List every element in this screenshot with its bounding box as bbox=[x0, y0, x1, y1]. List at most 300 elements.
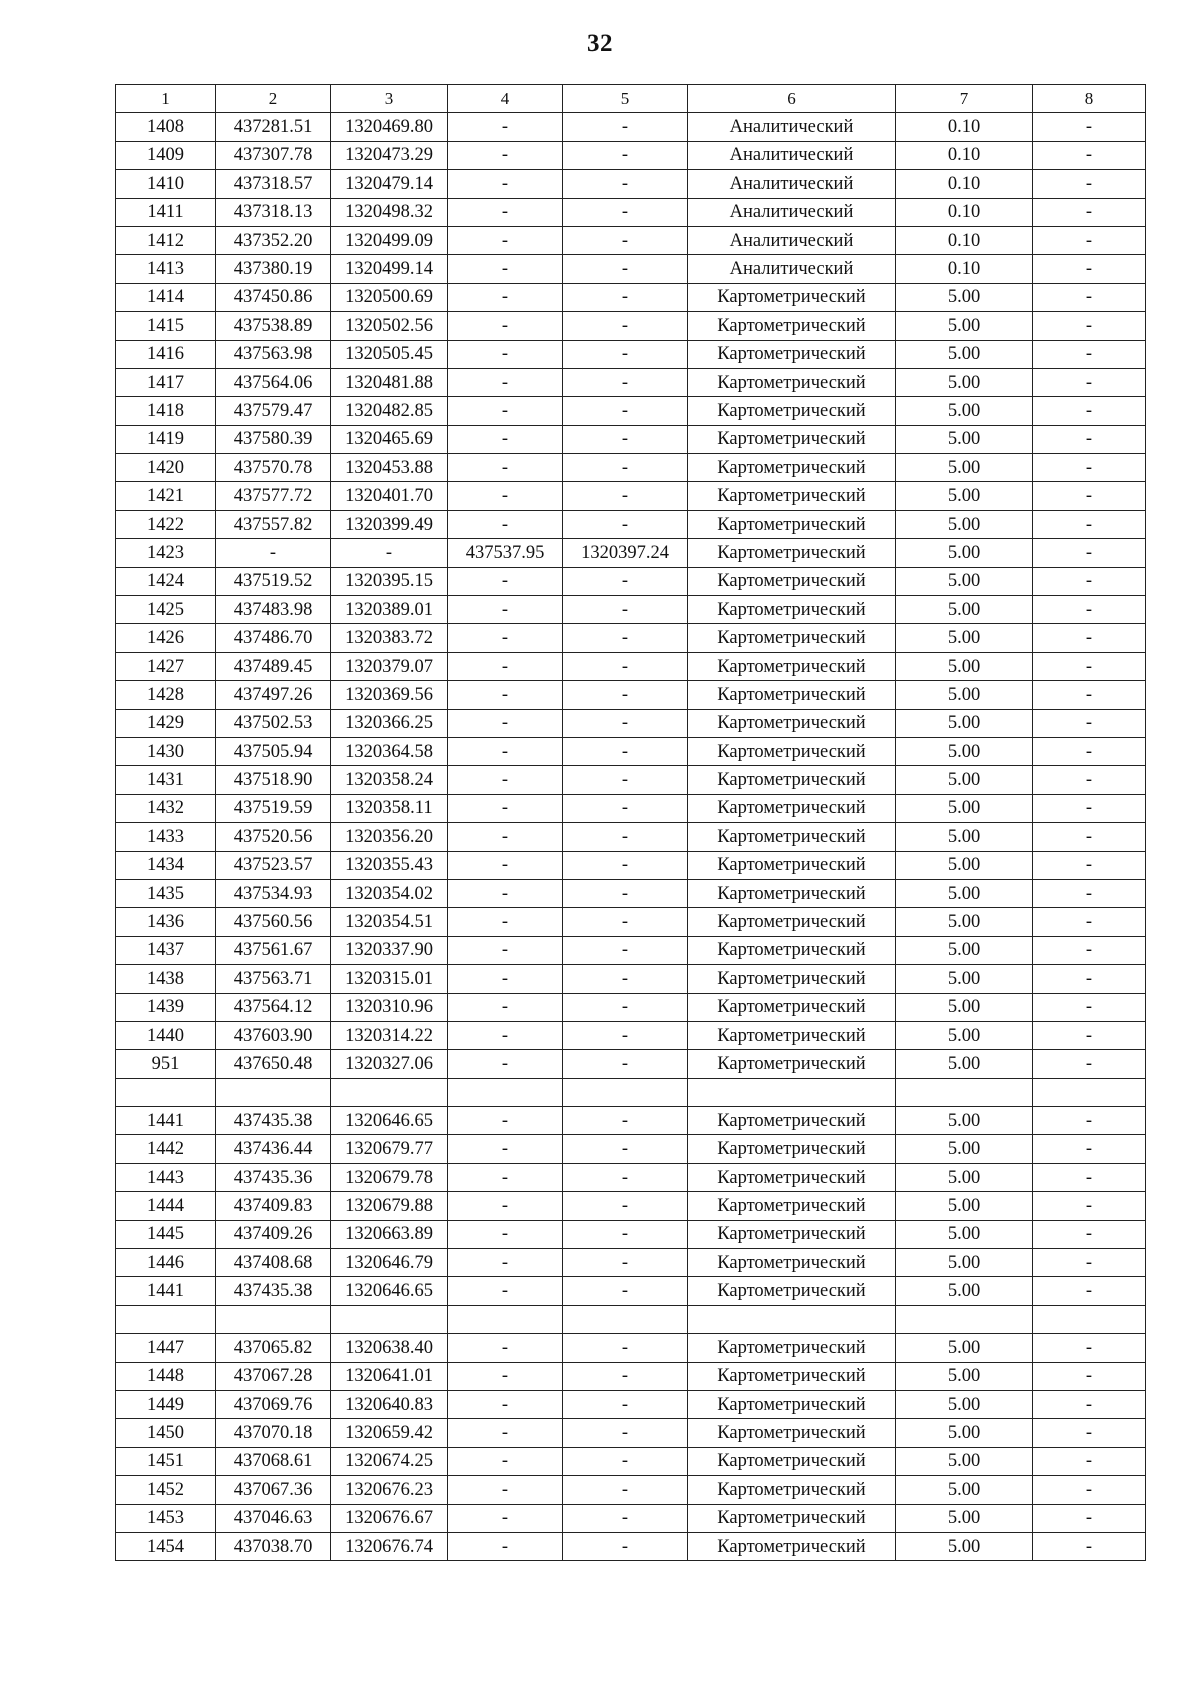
new-y-cell: - bbox=[563, 1163, 688, 1191]
y-coordinate-cell: 1320498.32 bbox=[331, 198, 448, 226]
method-cell: Картометрический bbox=[688, 1390, 896, 1418]
x-coordinate-cell: 437435.38 bbox=[216, 1107, 331, 1135]
x-coordinate-cell: 437560.56 bbox=[216, 908, 331, 936]
description-cell: - bbox=[1033, 1163, 1146, 1191]
accuracy-cell: 5.00 bbox=[896, 766, 1033, 794]
x-coordinate-cell: 437538.89 bbox=[216, 312, 331, 340]
accuracy-cell: 5.00 bbox=[896, 1419, 1033, 1447]
method-cell: Картометрический bbox=[688, 794, 896, 822]
accuracy-cell: 5.00 bbox=[896, 823, 1033, 851]
accuracy-cell: 5.00 bbox=[896, 794, 1033, 822]
table-separator-row bbox=[116, 1305, 1146, 1333]
new-x-cell: - bbox=[448, 965, 563, 993]
accuracy-cell: 0.10 bbox=[896, 113, 1033, 141]
new-x-cell: - bbox=[448, 368, 563, 396]
description-cell: - bbox=[1033, 823, 1146, 851]
y-coordinate-cell: 1320315.01 bbox=[331, 965, 448, 993]
description-cell: - bbox=[1033, 624, 1146, 652]
new-x-cell: - bbox=[448, 1476, 563, 1504]
new-x-cell: - bbox=[448, 141, 563, 169]
new-y-cell: - bbox=[563, 596, 688, 624]
description-cell bbox=[1033, 1305, 1146, 1333]
new-y-cell: - bbox=[563, 113, 688, 141]
accuracy-cell: 5.00 bbox=[896, 312, 1033, 340]
x-coordinate-cell: 437450.86 bbox=[216, 283, 331, 311]
point-number-cell bbox=[116, 1078, 216, 1106]
table-row bbox=[116, 965, 1146, 993]
method-cell: Картометрический bbox=[688, 1192, 896, 1220]
table-row bbox=[116, 993, 1146, 1021]
x-coordinate-cell: 437408.68 bbox=[216, 1249, 331, 1277]
accuracy-cell: 5.00 bbox=[896, 709, 1033, 737]
point-number-cell: 1424 bbox=[116, 567, 216, 595]
x-coordinate-cell: 437502.53 bbox=[216, 709, 331, 737]
y-coordinate-cell: 1320354.02 bbox=[331, 879, 448, 907]
y-coordinate-cell: 1320646.65 bbox=[331, 1277, 448, 1305]
y-coordinate-cell: 1320399.49 bbox=[331, 510, 448, 538]
point-number-cell: 1419 bbox=[116, 425, 216, 453]
method-cell: Картометрический bbox=[688, 454, 896, 482]
y-coordinate-cell: 1320314.22 bbox=[331, 1021, 448, 1049]
table-row bbox=[116, 312, 1146, 340]
accuracy-cell bbox=[896, 1305, 1033, 1333]
x-coordinate-cell: 437523.57 bbox=[216, 851, 331, 879]
x-coordinate-cell: 437579.47 bbox=[216, 397, 331, 425]
new-y-cell: - bbox=[563, 1447, 688, 1475]
x-coordinate-cell: 437070.18 bbox=[216, 1419, 331, 1447]
point-number-cell: 1442 bbox=[116, 1135, 216, 1163]
page-number: 32 bbox=[587, 30, 613, 57]
new-y-cell: - bbox=[563, 368, 688, 396]
x-coordinate-cell: 437435.36 bbox=[216, 1163, 331, 1191]
x-coordinate-cell: 437409.83 bbox=[216, 1192, 331, 1220]
new-x-cell: - bbox=[448, 823, 563, 851]
new-x-cell: - bbox=[448, 312, 563, 340]
new-x-cell: - bbox=[448, 1277, 563, 1305]
y-coordinate-cell: 1320310.96 bbox=[331, 993, 448, 1021]
new-x-cell: 437537.95 bbox=[448, 539, 563, 567]
method-cell: Картометрический bbox=[688, 567, 896, 595]
table-row bbox=[116, 794, 1146, 822]
y-coordinate-cell: 1320674.25 bbox=[331, 1447, 448, 1475]
method-cell: Аналитический bbox=[688, 255, 896, 283]
method-cell: Картометрический bbox=[688, 908, 896, 936]
new-x-cell: - bbox=[448, 567, 563, 595]
new-x-cell: - bbox=[448, 198, 563, 226]
description-cell: - bbox=[1033, 965, 1146, 993]
column-header: 5 bbox=[563, 85, 688, 113]
table-row bbox=[116, 1362, 1146, 1390]
new-y-cell: - bbox=[563, 1504, 688, 1532]
x-coordinate-cell: 437497.26 bbox=[216, 681, 331, 709]
new-x-cell: - bbox=[448, 1362, 563, 1390]
method-cell: Картометрический bbox=[688, 482, 896, 510]
point-number-cell: 1441 bbox=[116, 1107, 216, 1135]
table-row bbox=[116, 397, 1146, 425]
y-coordinate-cell: 1320659.42 bbox=[331, 1419, 448, 1447]
new-y-cell: - bbox=[563, 709, 688, 737]
new-x-cell: - bbox=[448, 737, 563, 765]
table-row bbox=[116, 368, 1146, 396]
x-coordinate-cell: 437564.12 bbox=[216, 993, 331, 1021]
accuracy-cell: 5.00 bbox=[896, 908, 1033, 936]
y-coordinate-cell: 1320502.56 bbox=[331, 312, 448, 340]
description-cell: - bbox=[1033, 170, 1146, 198]
description-cell: - bbox=[1033, 113, 1146, 141]
accuracy-cell: 5.00 bbox=[896, 652, 1033, 680]
method-cell: Картометрический bbox=[688, 993, 896, 1021]
y-coordinate-cell: 1320337.90 bbox=[331, 936, 448, 964]
new-x-cell: - bbox=[448, 1504, 563, 1532]
new-x-cell: - bbox=[448, 113, 563, 141]
point-number-cell: 1414 bbox=[116, 283, 216, 311]
new-y-cell: - bbox=[563, 1135, 688, 1163]
point-number-cell: 1453 bbox=[116, 1504, 216, 1532]
table-row bbox=[116, 198, 1146, 226]
y-coordinate-cell: 1320646.65 bbox=[331, 1107, 448, 1135]
new-y-cell: - bbox=[563, 993, 688, 1021]
method-cell: Картометрический bbox=[688, 965, 896, 993]
description-cell: - bbox=[1033, 1277, 1146, 1305]
new-y-cell: - bbox=[563, 1334, 688, 1362]
new-y-cell: - bbox=[563, 1390, 688, 1418]
new-x-cell: - bbox=[448, 1390, 563, 1418]
new-y-cell: - bbox=[563, 965, 688, 993]
description-cell: - bbox=[1033, 1107, 1146, 1135]
x-coordinate-cell: 437489.45 bbox=[216, 652, 331, 680]
new-y-cell: - bbox=[563, 681, 688, 709]
new-y-cell: - bbox=[563, 737, 688, 765]
point-number-cell: 1441 bbox=[116, 1277, 216, 1305]
point-number-cell: 1449 bbox=[116, 1390, 216, 1418]
point-number-cell: 1440 bbox=[116, 1021, 216, 1049]
y-coordinate-cell: 1320469.80 bbox=[331, 113, 448, 141]
point-number-cell: 1435 bbox=[116, 879, 216, 907]
description-cell: - bbox=[1033, 1334, 1146, 1362]
y-coordinate-cell: 1320366.25 bbox=[331, 709, 448, 737]
x-coordinate-cell: 437352.20 bbox=[216, 226, 331, 254]
new-y-cell: - bbox=[563, 283, 688, 311]
description-cell: - bbox=[1033, 908, 1146, 936]
description-cell: - bbox=[1033, 681, 1146, 709]
description-cell: - bbox=[1033, 1135, 1146, 1163]
description-cell: - bbox=[1033, 255, 1146, 283]
accuracy-cell: 5.00 bbox=[896, 737, 1033, 765]
table-row bbox=[116, 1021, 1146, 1049]
new-x-cell: - bbox=[448, 993, 563, 1021]
x-coordinate-cell: 437483.98 bbox=[216, 596, 331, 624]
new-y-cell: - bbox=[563, 1249, 688, 1277]
x-coordinate-cell: 437563.71 bbox=[216, 965, 331, 993]
point-number-cell: 1445 bbox=[116, 1220, 216, 1248]
x-coordinate-cell: 437067.36 bbox=[216, 1476, 331, 1504]
method-cell: Картометрический bbox=[688, 340, 896, 368]
x-coordinate-cell bbox=[216, 1078, 331, 1106]
description-cell: - bbox=[1033, 1390, 1146, 1418]
description-cell: - bbox=[1033, 1249, 1146, 1277]
new-y-cell: - bbox=[563, 794, 688, 822]
method-cell: Картометрический bbox=[688, 879, 896, 907]
accuracy-cell: 5.00 bbox=[896, 1050, 1033, 1078]
description-cell: - bbox=[1033, 1447, 1146, 1475]
method-cell: Картометрический bbox=[688, 1220, 896, 1248]
description-cell: - bbox=[1033, 1192, 1146, 1220]
y-coordinate-cell: 1320663.89 bbox=[331, 1220, 448, 1248]
column-header: 4 bbox=[448, 85, 563, 113]
description-cell: - bbox=[1033, 652, 1146, 680]
description-cell: - bbox=[1033, 794, 1146, 822]
point-number-cell: 1452 bbox=[116, 1476, 216, 1504]
accuracy-cell: 5.00 bbox=[896, 596, 1033, 624]
accuracy-cell: 5.00 bbox=[896, 936, 1033, 964]
y-coordinate-cell: 1320638.40 bbox=[331, 1334, 448, 1362]
new-x-cell: - bbox=[448, 482, 563, 510]
new-y-cell: - bbox=[563, 312, 688, 340]
point-number-cell: 1413 bbox=[116, 255, 216, 283]
new-x-cell: - bbox=[448, 794, 563, 822]
x-coordinate-cell: 437577.72 bbox=[216, 482, 331, 510]
method-cell: Картометрический bbox=[688, 312, 896, 340]
accuracy-cell: 5.00 bbox=[896, 624, 1033, 652]
coordinates-table bbox=[115, 84, 1146, 1561]
method-cell: Картометрический bbox=[688, 681, 896, 709]
new-y-cell bbox=[563, 1078, 688, 1106]
new-y-cell: - bbox=[563, 1362, 688, 1390]
new-y-cell: - bbox=[563, 226, 688, 254]
description-cell: - bbox=[1033, 397, 1146, 425]
new-y-cell: - bbox=[563, 482, 688, 510]
description-cell: - bbox=[1033, 283, 1146, 311]
method-cell: Картометрический bbox=[688, 936, 896, 964]
y-coordinate-cell: 1320395.15 bbox=[331, 567, 448, 595]
new-x-cell bbox=[448, 1305, 563, 1333]
method-cell: Аналитический bbox=[688, 141, 896, 169]
accuracy-cell: 5.00 bbox=[896, 1504, 1033, 1532]
method-cell: Картометрический bbox=[688, 709, 896, 737]
method-cell: Картометрический bbox=[688, 1163, 896, 1191]
table-row bbox=[116, 851, 1146, 879]
table-row bbox=[116, 1050, 1146, 1078]
table-row bbox=[116, 709, 1146, 737]
point-number-cell: 1431 bbox=[116, 766, 216, 794]
new-y-cell: - bbox=[563, 908, 688, 936]
description-cell: - bbox=[1033, 1476, 1146, 1504]
point-number-cell: 951 bbox=[116, 1050, 216, 1078]
point-number-cell: 1434 bbox=[116, 851, 216, 879]
new-y-cell: - bbox=[563, 1021, 688, 1049]
x-coordinate-cell: 437570.78 bbox=[216, 454, 331, 482]
accuracy-cell bbox=[896, 1078, 1033, 1106]
x-coordinate-cell: 437380.19 bbox=[216, 255, 331, 283]
x-coordinate-cell: 437436.44 bbox=[216, 1135, 331, 1163]
point-number-cell: 1446 bbox=[116, 1249, 216, 1277]
description-cell bbox=[1033, 1078, 1146, 1106]
description-cell: - bbox=[1033, 1050, 1146, 1078]
new-y-cell: - bbox=[563, 567, 688, 595]
method-cell: Картометрический bbox=[688, 652, 896, 680]
y-coordinate-cell: 1320355.43 bbox=[331, 851, 448, 879]
new-x-cell: - bbox=[448, 1163, 563, 1191]
accuracy-cell: 5.00 bbox=[896, 1277, 1033, 1305]
new-x-cell: - bbox=[448, 936, 563, 964]
table-row bbox=[116, 1192, 1146, 1220]
method-cell: Аналитический bbox=[688, 113, 896, 141]
method-cell: Картометрический bbox=[688, 510, 896, 538]
table-row bbox=[116, 425, 1146, 453]
new-y-cell: - bbox=[563, 340, 688, 368]
new-x-cell bbox=[448, 1078, 563, 1106]
y-coordinate-cell: 1320676.23 bbox=[331, 1476, 448, 1504]
x-coordinate-cell: 437038.70 bbox=[216, 1532, 331, 1560]
new-y-cell: - bbox=[563, 1107, 688, 1135]
accuracy-cell: 0.10 bbox=[896, 198, 1033, 226]
table-row bbox=[116, 1277, 1146, 1305]
new-y-cell: - bbox=[563, 652, 688, 680]
table-row bbox=[116, 510, 1146, 538]
new-x-cell: - bbox=[448, 1021, 563, 1049]
x-coordinate-cell: 437564.06 bbox=[216, 368, 331, 396]
point-number-cell: 1420 bbox=[116, 454, 216, 482]
accuracy-cell: 5.00 bbox=[896, 283, 1033, 311]
y-coordinate-cell: 1320369.56 bbox=[331, 681, 448, 709]
method-cell: Аналитический bbox=[688, 170, 896, 198]
new-y-cell: - bbox=[563, 454, 688, 482]
method-cell: Картометрический bbox=[688, 1532, 896, 1560]
new-x-cell: - bbox=[448, 1249, 563, 1277]
table-row bbox=[116, 255, 1146, 283]
x-coordinate-cell: 437505.94 bbox=[216, 737, 331, 765]
x-coordinate-cell: 437534.93 bbox=[216, 879, 331, 907]
point-number-cell: 1448 bbox=[116, 1362, 216, 1390]
accuracy-cell: 5.00 bbox=[896, 851, 1033, 879]
accuracy-cell: 5.00 bbox=[896, 993, 1033, 1021]
y-coordinate-cell: 1320679.78 bbox=[331, 1163, 448, 1191]
accuracy-cell: 5.00 bbox=[896, 1447, 1033, 1475]
x-coordinate-cell: 437650.48 bbox=[216, 1050, 331, 1078]
method-cell: Картометрический bbox=[688, 425, 896, 453]
point-number-cell: 1423 bbox=[116, 539, 216, 567]
x-coordinate-cell: 437557.82 bbox=[216, 510, 331, 538]
y-coordinate-cell: 1320676.67 bbox=[331, 1504, 448, 1532]
y-coordinate-cell: 1320479.14 bbox=[331, 170, 448, 198]
new-y-cell: - bbox=[563, 823, 688, 851]
method-cell: Картометрический bbox=[688, 1334, 896, 1362]
new-y-cell: - bbox=[563, 510, 688, 538]
accuracy-cell: 5.00 bbox=[896, 425, 1033, 453]
column-header: 1 bbox=[116, 85, 216, 113]
x-coordinate-cell: 437068.61 bbox=[216, 1447, 331, 1475]
y-coordinate-cell: 1320640.83 bbox=[331, 1390, 448, 1418]
new-y-cell: - bbox=[563, 425, 688, 453]
accuracy-cell: 0.10 bbox=[896, 226, 1033, 254]
table-header-row bbox=[116, 85, 1146, 113]
point-number-cell: 1411 bbox=[116, 198, 216, 226]
method-cell: Картометрический bbox=[688, 1419, 896, 1447]
table-row bbox=[116, 1390, 1146, 1418]
new-y-cell bbox=[563, 1305, 688, 1333]
x-coordinate-cell: 437486.70 bbox=[216, 624, 331, 652]
y-coordinate-cell: 1320356.20 bbox=[331, 823, 448, 851]
table-row bbox=[116, 1419, 1146, 1447]
point-number-cell: 1438 bbox=[116, 965, 216, 993]
accuracy-cell: 5.00 bbox=[896, 1476, 1033, 1504]
new-x-cell: - bbox=[448, 681, 563, 709]
table-row bbox=[116, 652, 1146, 680]
table-row bbox=[116, 1135, 1146, 1163]
description-cell: - bbox=[1033, 1419, 1146, 1447]
x-coordinate-cell: 437435.38 bbox=[216, 1277, 331, 1305]
point-number-cell: 1410 bbox=[116, 170, 216, 198]
y-coordinate-cell: 1320481.88 bbox=[331, 368, 448, 396]
y-coordinate-cell: 1320505.45 bbox=[331, 340, 448, 368]
description-cell: - bbox=[1033, 198, 1146, 226]
new-y-cell: - bbox=[563, 879, 688, 907]
method-cell: Картометрический bbox=[688, 1277, 896, 1305]
table-row bbox=[116, 908, 1146, 936]
new-x-cell: - bbox=[448, 1532, 563, 1560]
new-y-cell: 1320397.24 bbox=[563, 539, 688, 567]
method-cell: Аналитический bbox=[688, 226, 896, 254]
column-header: 6 bbox=[688, 85, 896, 113]
new-y-cell: - bbox=[563, 1532, 688, 1560]
description-cell: - bbox=[1033, 993, 1146, 1021]
new-x-cell: - bbox=[448, 1107, 563, 1135]
description-cell: - bbox=[1033, 226, 1146, 254]
accuracy-cell: 5.00 bbox=[896, 340, 1033, 368]
description-cell: - bbox=[1033, 567, 1146, 595]
method-cell: Картометрический bbox=[688, 1362, 896, 1390]
x-coordinate-cell: 437561.67 bbox=[216, 936, 331, 964]
method-cell: Картометрический bbox=[688, 823, 896, 851]
new-x-cell: - bbox=[448, 851, 563, 879]
method-cell: Картометрический bbox=[688, 1447, 896, 1475]
y-coordinate-cell: 1320676.74 bbox=[331, 1532, 448, 1560]
y-coordinate-cell: 1320465.69 bbox=[331, 425, 448, 453]
accuracy-cell: 5.00 bbox=[896, 879, 1033, 907]
x-coordinate-cell: 437069.76 bbox=[216, 1390, 331, 1418]
column-header: 3 bbox=[331, 85, 448, 113]
x-coordinate-cell: 437409.26 bbox=[216, 1220, 331, 1248]
y-coordinate-cell: 1320383.72 bbox=[331, 624, 448, 652]
accuracy-cell: 5.00 bbox=[896, 368, 1033, 396]
method-cell: Аналитический bbox=[688, 198, 896, 226]
point-number-cell: 1418 bbox=[116, 397, 216, 425]
accuracy-cell: 5.00 bbox=[896, 539, 1033, 567]
x-coordinate-cell: 437603.90 bbox=[216, 1021, 331, 1049]
point-number-cell: 1451 bbox=[116, 1447, 216, 1475]
method-cell: Картометрический bbox=[688, 851, 896, 879]
table-row bbox=[116, 936, 1146, 964]
description-cell: - bbox=[1033, 510, 1146, 538]
table-separator-row bbox=[116, 1078, 1146, 1106]
table-row bbox=[116, 766, 1146, 794]
method-cell bbox=[688, 1078, 896, 1106]
new-y-cell: - bbox=[563, 1476, 688, 1504]
description-cell: - bbox=[1033, 340, 1146, 368]
y-coordinate-cell: 1320358.24 bbox=[331, 766, 448, 794]
description-cell: - bbox=[1033, 425, 1146, 453]
point-number-cell: 1432 bbox=[116, 794, 216, 822]
method-cell: Картометрический bbox=[688, 1504, 896, 1532]
table-row bbox=[116, 1249, 1146, 1277]
accuracy-cell: 5.00 bbox=[896, 1192, 1033, 1220]
point-number-cell: 1429 bbox=[116, 709, 216, 737]
accuracy-cell: 5.00 bbox=[896, 1107, 1033, 1135]
new-y-cell: - bbox=[563, 1192, 688, 1220]
point-number-cell: 1454 bbox=[116, 1532, 216, 1560]
y-coordinate-cell: 1320499.09 bbox=[331, 226, 448, 254]
x-coordinate-cell: 437067.28 bbox=[216, 1362, 331, 1390]
